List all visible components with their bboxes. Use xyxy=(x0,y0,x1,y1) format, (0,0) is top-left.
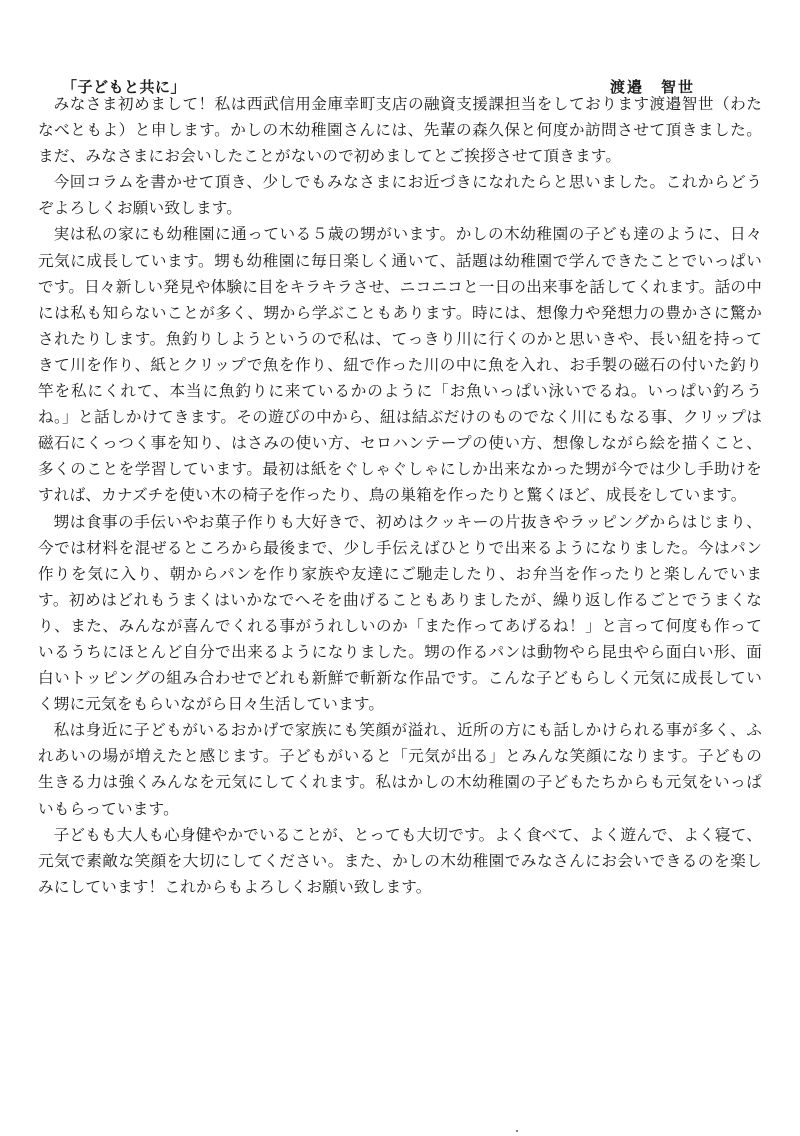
paragraph: 私は身近に子どもがいるおかげで家族にも笑顔が溢れ、近所の方にも話しかけられる事が多く、ふれあいの場が増えたと感じます。子どもがいると「元気が出る」とみんな笑顔になります。子どもの生きる力は強くみんなを元気にしてくれます。私はかしの木幼稚園の子どもたちからも元気をいっぱいもらっています。 xyxy=(38,721,762,818)
scan-speck xyxy=(516,1130,518,1132)
paragraph: 甥は食事の手伝いやお菓子作りも大好きで、初めはクッキーの片抜きやラッピングからはじまり、今では材料を混ぜるところから最後まで、少し手伝えばひとりで出来るようになりました。今はパン作りを気に入り、朝からパンを作り家族や友達にご馳走したり、お弁当を作ったりと楽しんでいます。初めはどれもうまくはいかなでへそを曲げることもありましたが、繰り返し作るごとでうまくなり、また、みんなが喜んでくれる事がうれしいのか「また作ってあげるね！」と言って何度も作っているうちにほとんど自分で出来るようになりました。甥の作るパンは動物やら昆虫やら面白い形、面白いトッピングの組み合わせでどれも新鮮で斬新な作品です。こんな子どもらしく元気に成長していく甥に元気をもらいながら日々生活しています。 xyxy=(38,512,762,714)
paragraph: 実は私の家にも幼稚園に通っている５歳の甥がいます。かしの木幼稚園の子ども達のように、日々元気に成長しています。甥も幼稚園に毎日楽しく通いて、話題は幼稚園で学んできたことでいっぱいです。日々新しい発見や体験に目をキラキラさせ、ニコニコと一日の出来事を話してくれます。話の中には私も知らないことが多く、甥から学ぶこともあります。時には、想像力や発想力の豊かさに驚かされたりします。魚釣りしようというので私は、てっきり川に行くのかと思いきや、長い紐を持ってきて川を作り、紙とクリップで魚を作り、紐で作った川の中に魚を入れ、お手製の磁石の付いた釣り竿を私にくれて、本当に魚釣りに来ているかのように「お魚いっぱい泳いでるね。いっぱい釣ろうね。」と話しかけてきます。その遊びの中から、紐は結ぶだけのものでなく川にもなる事、クリップは磁石にくっつく事を知り、はさみの使い方、セロハンテープの使い方、想像しながら絵を描くこと、多くのことを学習しています。最初は紙をぐしゃぐしゃにしか出来なかった甥が今では少し手助けをすれば、カナズチを使い木の椅子を作ったり、鳥の巣箱を作ったりと驚くほど、成長をしています。 xyxy=(38,225,762,505)
column-body xyxy=(38,91,762,900)
author-name: 渡邉 智世 xyxy=(610,78,696,96)
paragraph: 子どもも大人も心身健やかでいることが、とっても大切です。よく食べて、よく遊んで、よく寝て、元気で素敵な笑顔を大切にしてください。また、かしの木幼稚園でみなさんにお会いできるのを楽しみにしています！これからもよろしくお願い致します。 xyxy=(38,825,762,896)
column-title: 「子どもと共に」 xyxy=(62,78,187,96)
paragraph: みなさま初めまして！私は西武信用金庫幸町支店の融資支援課担当をしております渡邉智世（わたなべともよ）と申します。かしの木幼稚園さんには、先輩の森久保と何度か訪問させて頂きました。まだ、みなさまにお会いしたことがないので初めましてとご挨拶させて頂きます。 xyxy=(38,95,762,166)
paragraph: 今回コラムを書かせて頂き、少しでもみなさまにお近づきになれたらと思いました。これからどうぞよろしくお願い致します。 xyxy=(38,173,762,218)
